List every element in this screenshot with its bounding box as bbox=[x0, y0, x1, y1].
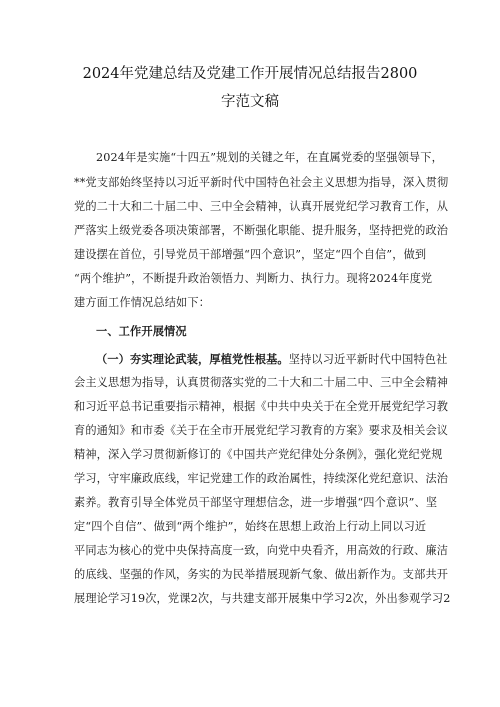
document-title-line-1: 2024年党建总结及党建工作开展情况总结报告2800 bbox=[82, 66, 418, 82]
intro-line: 建设摆在首位，引导党员干部增强“四个意识”，坚定“四个自信”，做到 bbox=[74, 248, 427, 261]
intro-line: 党的二十大和二十届二中、三中全会精神，认真开展党纪学习教育工作，从 bbox=[74, 200, 449, 213]
subsection-first-line bbox=[96, 352, 466, 367]
intro-line: 建方面工作情况总结如下： bbox=[74, 296, 211, 309]
intro-line: 严落实上级党委各项决策部署，不断强化职能、提升服务，坚持把党的政治 bbox=[74, 224, 449, 237]
body-line: 精神，深入学习贯彻新修订的《中国共产党纪律处分条例》，强化党纪党规 bbox=[74, 448, 443, 461]
subsection-lead-rest: 坚持以习近平新时代中国特色社 bbox=[288, 353, 448, 366]
body-line: 定“四个自信”、做到“两个维护”，始终在思想上政治上行动上同以习近 bbox=[74, 520, 427, 533]
document-title-line-2: 字范文稿 bbox=[221, 94, 279, 110]
body-line: 的底线、坚强的作风，务实的为民举措展现新气象、做出新作为。支部共开 bbox=[74, 568, 449, 581]
intro-line: 2024年是实施“十四五”规划的关键之年，在直属党委的坚强领导下， bbox=[96, 151, 443, 164]
body-line: 展理论学习19次，党课2次，与共建支部开展集中学习2次，外出参观学习2 bbox=[74, 592, 451, 605]
body-line: 平同志为核心的党中央保持高度一致，向党中央看齐，用高效的行政、廉洁 bbox=[74, 544, 449, 557]
section-heading: 一、工作开展情况 bbox=[96, 324, 187, 338]
intro-line: “两个维护”，不断提升政治领悟力、判断力、执行力。现将2024年度党 bbox=[74, 272, 433, 285]
body-line: 素养。教育引导全体党员干部坚守理想信念，进一步增强“四个意识”、坚 bbox=[74, 496, 438, 509]
body-line: 育的通知》和市委《关于在全市开展党纪学习教育的方案》要求及相关会议 bbox=[74, 424, 449, 437]
body-line: 会主义思想为指导，认真贯彻落实党的二十大和二十届二中、三中全会精神 bbox=[74, 376, 449, 389]
subsection-lead: （一）夯实理论武装，厚植党性根基。 bbox=[96, 352, 289, 366]
intro-line: **党支部始终坚持以习近平新时代中国特色社会主义思想为指导，深入贯彻 bbox=[74, 176, 449, 189]
body-line: 学习，守牢廉政底线，牢记党建工作的政治属性，持续深化党纪意识、法治 bbox=[74, 472, 449, 485]
body-line: 和习近平总书记重要指示精神，根据《中共中央关于在全党开展党纪学习教 bbox=[74, 400, 449, 413]
